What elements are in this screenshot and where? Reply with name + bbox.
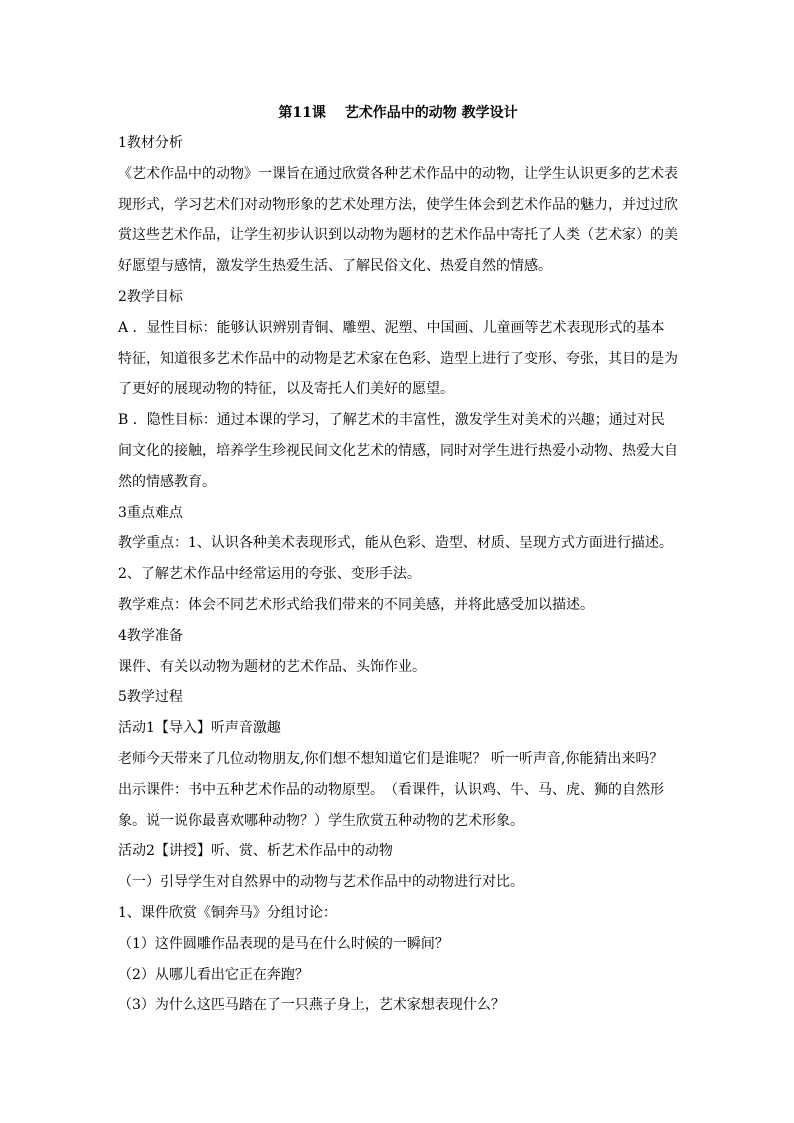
- paragraph-line: 特征，知道很多艺术作品中的动物是艺术家在色彩、造型上进行了变形、夸张，其目的是为: [118, 350, 678, 367]
- paragraph-line: （一）引导学生对自然界中的动物与艺术作品中的动物进行对比。: [118, 874, 524, 891]
- paragraph-line: 出示课件：书中五种艺术作品的动物原型。 （看课件，认识鸡、牛、马、虎、狮的自然形: [118, 781, 664, 798]
- heading-key-points: 3重点难点: [118, 504, 183, 521]
- activity-heading: 活动1【导入】听声音激趣: [118, 720, 281, 737]
- paragraph-line: 课件、有关以动物为题材的艺术作品、头饰作业。: [118, 658, 426, 675]
- paragraph-line: A ．显性目标：能够认识辨别青铜、雕塑、泥塑、中国画、儿童画等艺术表现形式的基本: [118, 319, 665, 336]
- heading-textbook-analysis: 1教材分析: [118, 135, 183, 151]
- paragraph-line: 《艺术作品中的动物》一课旨在通过欣赏各种艺术作品中的动物，让学生认识更多的艺术表: [118, 165, 678, 182]
- question-line: （1）这件圆雕作品表现的是马在什么时候的一瞬间？: [118, 935, 449, 952]
- paragraph-line: 象。说一说你最喜欢哪种动物？）学生欣赏五种动物的艺术形象。: [118, 812, 524, 829]
- question-line: （2）从哪儿看出它正在奔跑？: [118, 966, 309, 983]
- question-line: （3）为什么这匹马踏在了一只燕子身上，艺术家想表现什么？: [118, 997, 505, 1014]
- paragraph-line: 间文化的接触，培养学生珍视民间文化艺术的情感，同时对学生进行热爱小动物、热爱大自: [118, 442, 678, 459]
- paragraph-line: 教学重点：1、认识各种美术表现形式，能从色彩、造型、材质、呈现方式方面进行描述。: [118, 535, 673, 552]
- paragraph-line: 老师今天带来了几位动物朋友,你们想不想知道它们是谁呢？ 听一听声音,你能猜出来吗？: [118, 750, 664, 767]
- paragraph-line: 好愿望与感情，激发学生热爱生活、了解民俗文化、热爱自然的情感。: [118, 258, 552, 275]
- heading-preparation: 4教学准备: [118, 627, 183, 644]
- activity-heading: 活动2【讲授】听、赏、析艺术作品中的动物: [118, 843, 393, 860]
- paragraph-line: 现形式，学习艺术们对动物形象的艺术处理方法，使学生体会到艺术作品的魅力，并过过欣: [118, 196, 678, 213]
- paragraph-line: 赏这些艺术作品，让学生初步认识到以动物为题材的艺术作品中寄托了人类（艺术家）的美: [118, 227, 678, 244]
- document-page: [118, 103, 678, 1026]
- paragraph-line: 了更好的展现动物的特征，以及寄托人们美好的愿望。: [118, 381, 454, 398]
- document-title: 第11课 艺术作品中的动物 教学设计: [278, 105, 518, 121]
- paragraph-line: B ．隐性目标：通过本课的学习，了解艺术的丰富性，激发学生对美术的兴趣；通过对民: [118, 412, 665, 429]
- heading-teaching-process: 5教学过程: [118, 689, 183, 706]
- paragraph-line: 教学难点：体会不同艺术形式给我们带来的不同美感，并将此感受加以描述。: [118, 596, 594, 613]
- paragraph-line: 1、课件欣赏《铜奔马》分组讨论：: [118, 904, 337, 921]
- paragraph-line: 2、了解艺术作品中经常运用的夸张、变形手法。: [118, 566, 421, 583]
- paragraph-line: 然的情感教育。: [118, 473, 216, 490]
- heading-teaching-goals: 2教学目标: [118, 288, 183, 305]
